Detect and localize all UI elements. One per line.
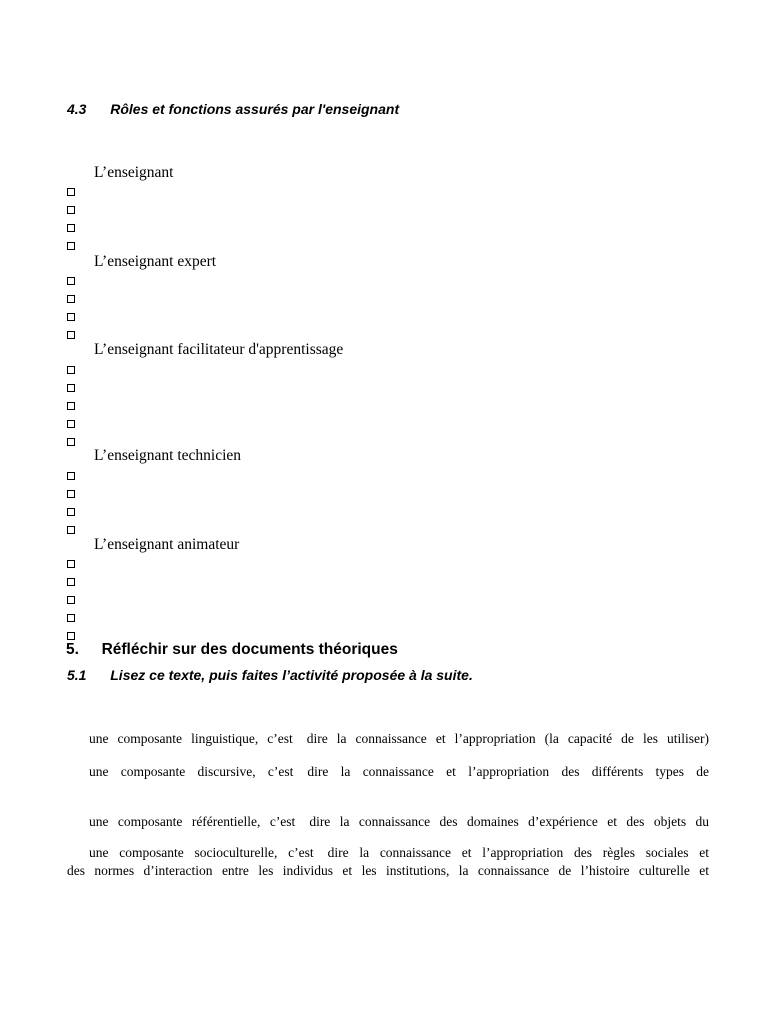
checkbox-icon — [67, 472, 75, 480]
checkbox-icon — [67, 438, 75, 446]
role-label-expert: L’enseignant expert — [94, 253, 217, 270]
checkbox-icon — [67, 295, 75, 303]
paragraph-line: des normes d’interaction entre les individus et les institutions, la connaissance de l’histoire culturelle et — [67, 863, 709, 878]
checkbox-icon — [67, 331, 75, 339]
paragraph-line — [67, 760, 709, 783]
section-title: Réfléchir sur des documents théoriques — [101, 641, 398, 658]
paragraph-referentielle — [67, 810, 709, 833]
section-5-heading — [66, 641, 398, 659]
role-label-technicien: L’enseignant technicien — [94, 447, 242, 464]
checkbox-icon — [67, 206, 75, 214]
checkbox-icon — [67, 242, 75, 250]
composante-definition: dire la connaissance et l’appropriation des différents types de — [307, 764, 709, 779]
section-4-3-heading — [67, 101, 399, 117]
composante-definition: dire la connaissance et l’appropriation (la capacité de les utiliser) — [306, 731, 709, 746]
composante-definition: dire la connaissance des domaines d’expérience et des objets du — [309, 814, 710, 829]
paragraph-line — [67, 844, 709, 862]
checkbox-icon — [67, 560, 75, 568]
checkbox-icon — [67, 596, 75, 604]
paragraph-linguistique — [67, 727, 709, 750]
checkbox-icon — [67, 508, 75, 516]
composante-definition: dire la connaissance et l’appropriation des règles sociales et — [327, 845, 709, 860]
checkbox-icon — [67, 313, 75, 321]
paragraph-socioculturelle — [67, 844, 709, 880]
section-number: 5.1 — [67, 667, 87, 683]
section-5-1-heading — [67, 667, 473, 683]
role-label-animateur: L’enseignant animateur — [94, 536, 240, 553]
composante-term: une composante linguistique, c’est — [89, 731, 293, 746]
checkbox-icon — [67, 526, 75, 534]
composante-term: une composante discursive, c’est — [89, 764, 294, 779]
checkbox-icon — [67, 490, 75, 498]
checkbox-icon — [67, 366, 75, 374]
checkbox-icon — [67, 188, 75, 196]
section-title: Rôles et fonctions assurés par l'enseignant — [110, 101, 400, 117]
checkbox-icon — [67, 224, 75, 232]
paragraph-line — [67, 810, 709, 833]
role-label-enseignant: L’enseignant — [94, 164, 174, 181]
role-label-facilitateur: L’enseignant facilitateur d'apprentissage — [94, 341, 344, 358]
checkbox-icon — [67, 614, 75, 622]
checkbox-icon — [67, 384, 75, 392]
section-number: 5. — [66, 641, 79, 658]
paragraph-line — [67, 727, 709, 750]
composante-term: une composante socioculturelle, c’est — [89, 845, 314, 860]
checkbox-icon — [67, 402, 75, 410]
paragraph-discursive — [67, 760, 709, 783]
section-number: 4.3 — [67, 101, 87, 117]
checkbox-icon — [67, 578, 75, 586]
checkbox-icon — [67, 632, 75, 640]
checkbox-icon — [67, 277, 75, 285]
composante-term: une composante référentielle, c’est — [89, 814, 296, 829]
checkbox-icon — [67, 420, 75, 428]
section-title: Lisez ce texte, puis faites l’activité proposée à la suite. — [110, 667, 473, 683]
